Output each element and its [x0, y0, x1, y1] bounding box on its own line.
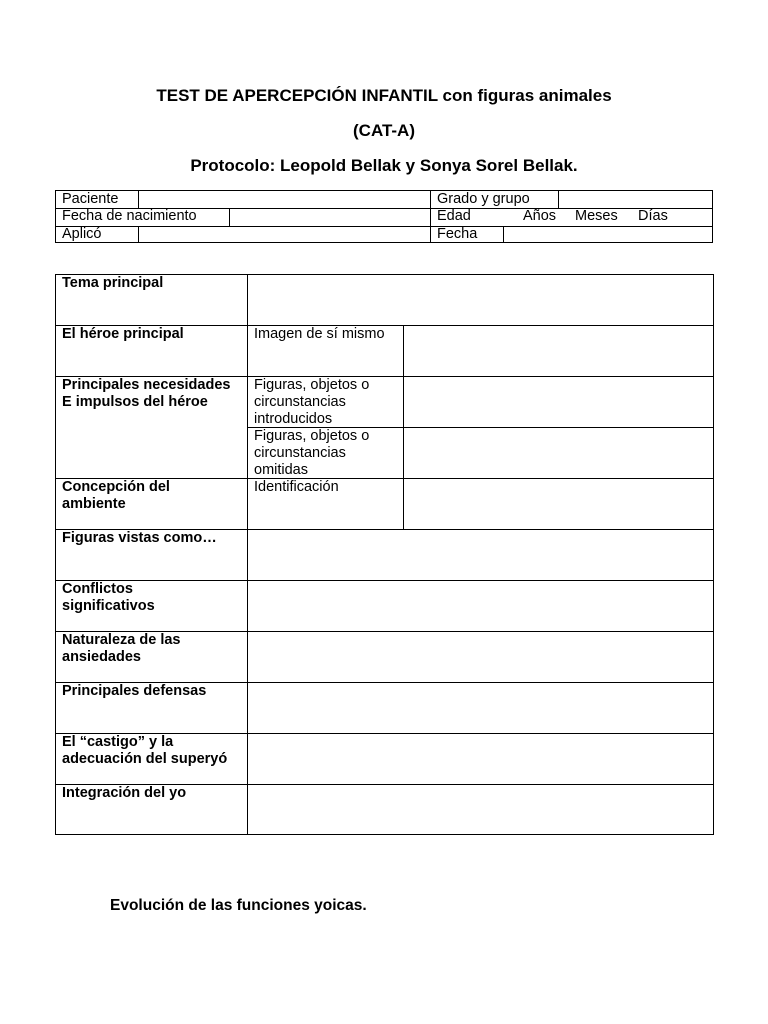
fecha-nacimiento-field[interactable] [229, 208, 430, 226]
heroe-principal-label: El héroe principal [62, 326, 184, 342]
anos-label: Años [523, 208, 557, 224]
document-subtitle: (CAT-A) [353, 121, 415, 140]
paciente-field[interactable] [138, 191, 430, 208]
figuras-omitidas-label: Figuras, objetos o circunstancias omitidas [254, 428, 370, 478]
grado-grupo-label: Grado y grupo [430, 191, 558, 208]
castigo-label: El “castigo” y la adecuación del superyó [62, 734, 228, 767]
birth-row [56, 208, 712, 227]
aplico-field[interactable] [138, 226, 430, 243]
ansiedades-label: Naturaleza de las ansiedades [62, 632, 181, 665]
conflictos-label: Conflictos significativos [62, 581, 155, 614]
necesidades-label: Principales necesidades E impulsos del héroe [62, 377, 231, 410]
paciente-label: Paciente [62, 191, 119, 207]
edad-label: Edad [430, 208, 503, 226]
protocol-authors: Protocolo: Leopold Bellak y Sonya Sorel Bellak. [190, 156, 578, 175]
figuras-introducidos-label: Figuras, objetos o circunstancias introducidos [254, 377, 370, 427]
patient-info-table [55, 190, 713, 243]
grado-grupo-field[interactable] [558, 191, 712, 208]
column-divider [403, 325, 404, 529]
aplico-label: Aplicó [62, 226, 102, 242]
edad-field[interactable] [503, 208, 712, 226]
fecha-label: Fecha [430, 226, 503, 243]
defensas-label: Principales defensas [62, 683, 207, 699]
integracion-yo-label: Integración del yo [62, 785, 187, 801]
dias-label: Días [638, 208, 668, 224]
applied-row [56, 226, 712, 243]
patient-row [56, 191, 712, 209]
document-title: TEST DE APERCEPCIÓN INFANTIL con figuras animales [156, 86, 612, 105]
imagen-si-mismo-label: Imagen de sí mismo [254, 326, 385, 342]
analysis-table [55, 274, 714, 835]
fecha-nacimiento-label: Fecha de nacimiento [62, 208, 197, 224]
fecha-field[interactable] [503, 226, 712, 243]
tema-principal-label: Tema principal [62, 275, 164, 291]
figuras-vistas-label: Figuras vistas como… [62, 530, 217, 546]
identificacion-label: Identificación [254, 479, 339, 495]
meses-label: Meses [575, 208, 618, 224]
column-divider [247, 275, 248, 834]
concepcion-ambiente-label: Concepción del ambiente [62, 479, 170, 512]
section-heading: Evolución de las funciones yoicas. [110, 897, 367, 914]
